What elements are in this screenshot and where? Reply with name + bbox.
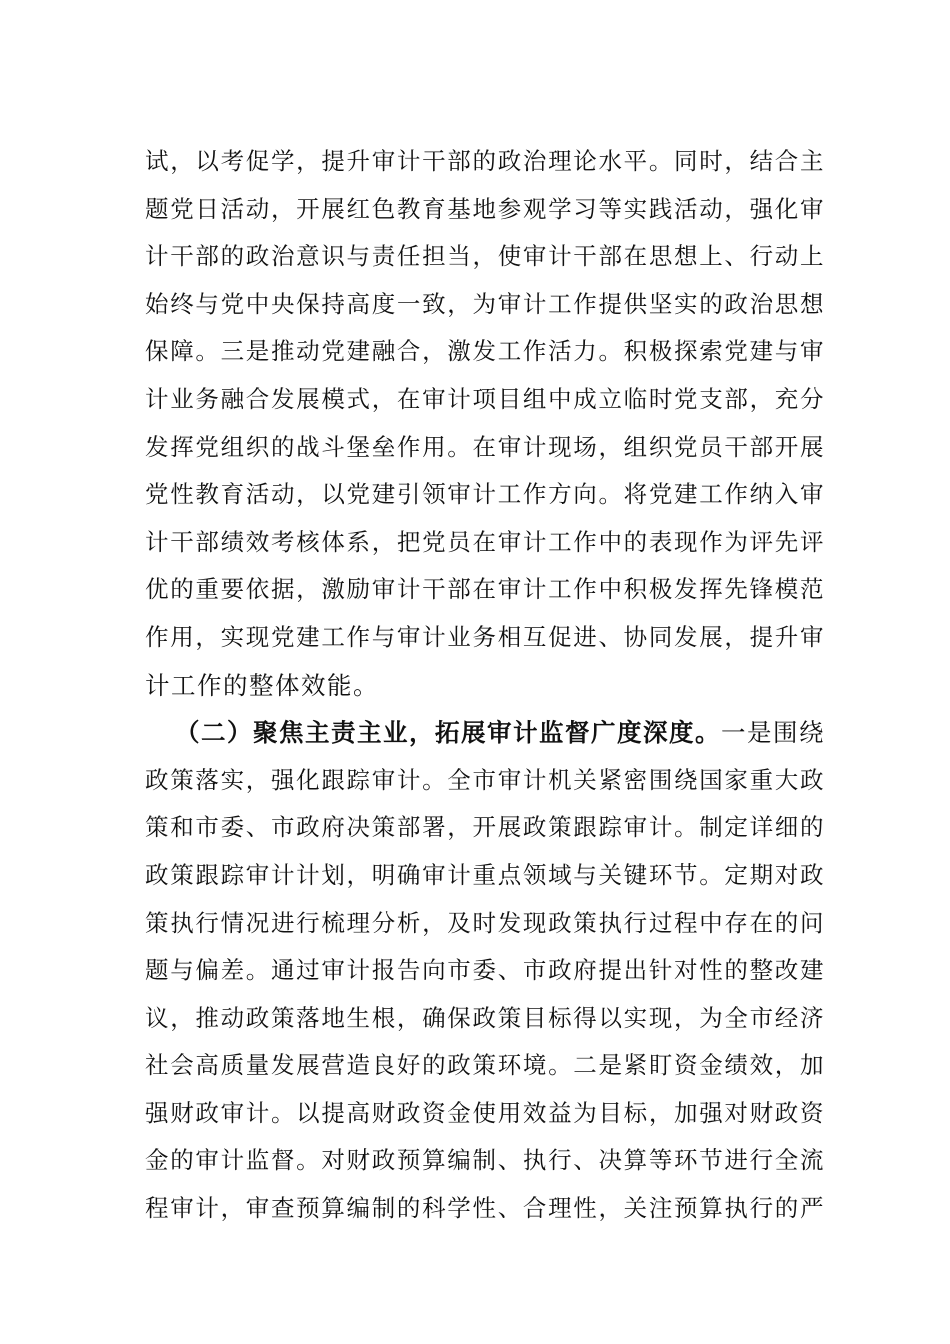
text-line: 优的重要依据，激励审计干部在审计工作中积极发挥先锋模范	[145, 575, 825, 604]
section-heading: （二）聚焦主责主业，拓展审计监督广度深度。	[175, 718, 721, 748]
paragraph-last-line: 计工作的整体效能。	[145, 670, 379, 700]
section-heading-rest: 一是围绕	[721, 718, 825, 748]
text-line: 题党日活动，开展红色教育基地参观学习等实践活动，强化审	[145, 194, 825, 223]
text-line: 社会高质量发展营造良好的政策环境。二是紧盯资金绩效，加	[145, 1051, 825, 1080]
text-line: 发挥党组织的战斗堡垒作用。在审计现场，组织党员干部开展	[145, 432, 825, 461]
text-line: 政策落实，强化跟踪审计。全市审计机关紧密围绕国家重大政	[145, 765, 825, 794]
body-text	[145, 138, 825, 1233]
text-line: 题与偏差。通过审计报告向市委、市政府提出针对性的整改建	[145, 956, 825, 985]
text-line: 计业务融合发展模式，在审计项目组中成立临时党支部，充分	[145, 384, 825, 413]
text-line: 作用，实现党建工作与审计业务相互促进、协同发展，提升审	[145, 622, 825, 651]
text-line: 计干部的政治意识与责任担当，使审计干部在思想上、行动上	[145, 242, 825, 271]
text-line: 试，以考促学，提升审计干部的政治理论水平。同时，结合主	[145, 147, 825, 175]
text-line: 策和市委、市政府决策部署，开展政策跟踪审计。制定详细的	[145, 813, 825, 842]
text-line: 策执行情况进行梳理分析，及时发现政策执行过程中存在的问	[145, 908, 825, 937]
text-line: 始终与党中央保持高度一致，为审计工作提供坚实的政治思想	[145, 289, 825, 318]
text-line: 议，推动政策落地生根，确保政策目标得以实现，为全市经济	[145, 1003, 825, 1032]
text-line: 党性教育活动，以党建引领审计工作方向。将党建工作纳入审	[145, 480, 825, 509]
text-line: 金的审计监督。对财政预算编制、执行、决算等环节进行全流	[145, 1146, 825, 1175]
text-line: 计干部绩效考核体系，把党员在审计工作中的表现作为评先评	[145, 527, 825, 556]
section-heading-line	[145, 709, 825, 757]
text-line: 保障。三是推动党建融合，激发工作活力。积极探索党建与审	[145, 337, 825, 366]
text-line: 强财政审计。以提高财政资金使用效益为目标，加强对财政资	[145, 1098, 825, 1127]
text-line: 程审计，审查预算编制的科学性、合理性，关注预算执行的严	[145, 1194, 825, 1223]
text-line: 政策跟踪审计计划，明确审计重点领域与关键环节。定期对政	[145, 860, 825, 889]
